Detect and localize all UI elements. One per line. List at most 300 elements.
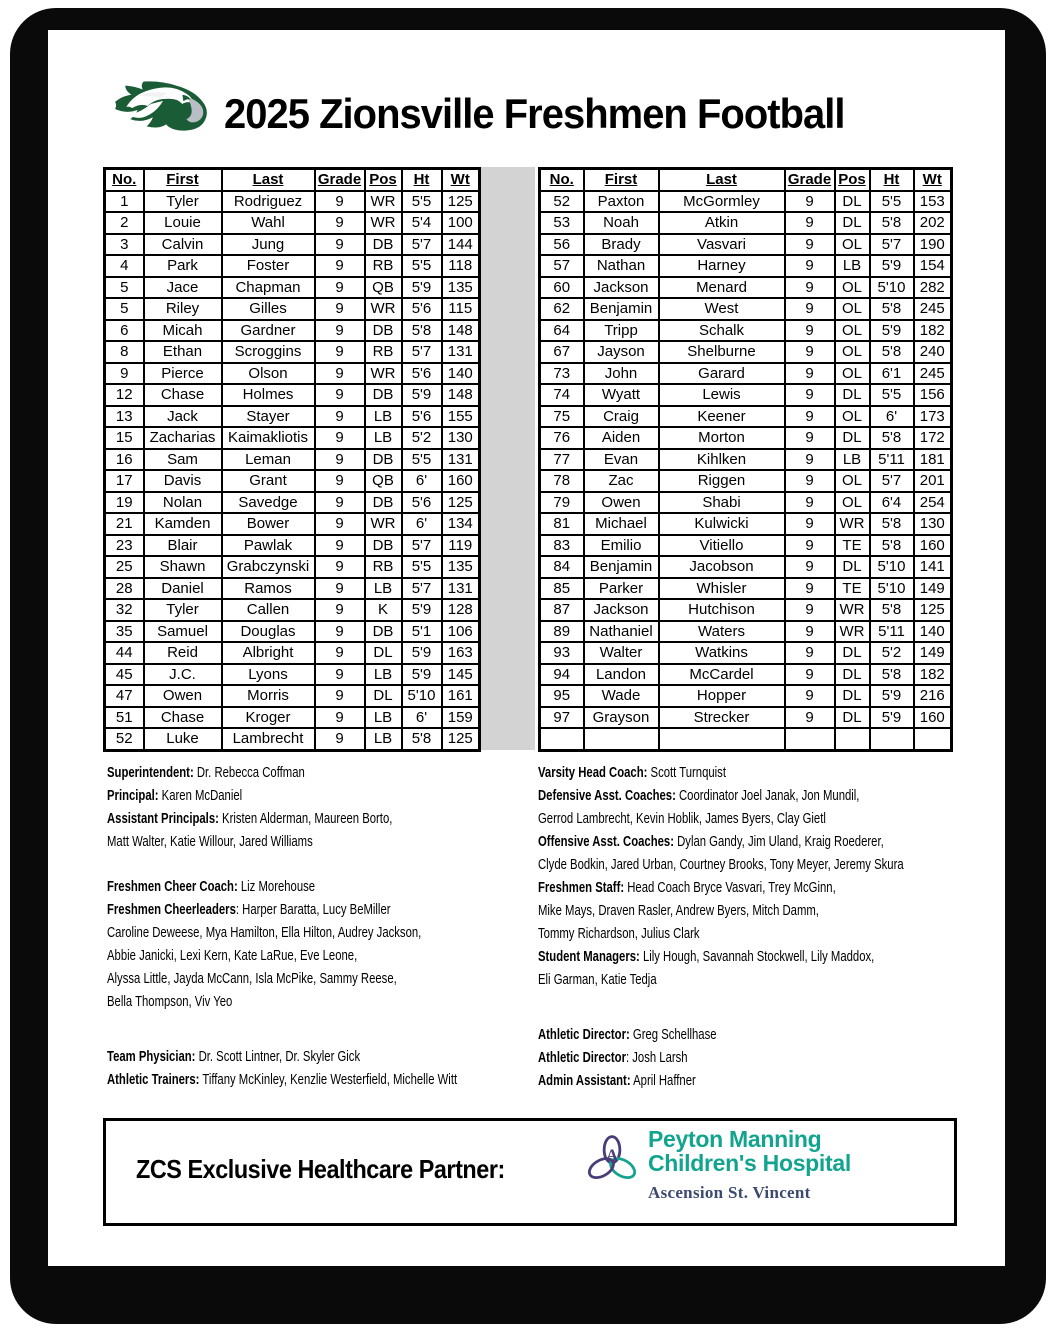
roster-cell: 52: [540, 191, 584, 213]
roster-cell: Reid: [144, 642, 222, 664]
roster-cell: 9: [785, 427, 835, 449]
roster-cell: Callen: [222, 599, 315, 621]
staff-names: Abbie Janicki, Lexi Kern, Kate LaRue, Eve Leone,: [107, 948, 358, 964]
roster-cell: 75: [540, 406, 584, 428]
roster-cell: [870, 728, 914, 750]
roster-cell: [540, 728, 584, 750]
table-header-row: [540, 169, 952, 191]
roster-cell: 9: [315, 535, 365, 557]
roster-cell: 78: [540, 470, 584, 492]
roster-cell: 5'8: [402, 320, 442, 342]
staff-line: [107, 968, 575, 991]
roster-cell: 125: [442, 492, 480, 514]
roster-cell: 6': [402, 707, 442, 729]
ascension-trefoil-icon: [584, 1133, 640, 1191]
roster-cell: Whisler: [659, 578, 785, 600]
roster-cell: 9: [315, 277, 365, 299]
roster-cell: Foster: [222, 255, 315, 277]
roster-cell: Calvin: [144, 234, 222, 256]
roster-cell: 5'5: [402, 556, 442, 578]
roster-cell: 140: [442, 363, 480, 385]
staff-line: [538, 785, 1006, 808]
table-row: [540, 621, 952, 643]
roster-cell: Vitiello: [659, 535, 785, 557]
table-row: [105, 642, 480, 664]
table-row: [540, 535, 952, 557]
table-row: [540, 234, 952, 256]
roster-cell: RB: [365, 556, 402, 578]
roster-cell: 5'5: [402, 191, 442, 213]
roster-cell: 9: [785, 191, 835, 213]
roster-cell: Morton: [659, 427, 785, 449]
roster-cell: DB: [365, 621, 402, 643]
roster-cell: 141: [914, 556, 952, 578]
roster-cell: 9: [785, 535, 835, 557]
staff-gap: [107, 854, 575, 876]
roster-cell: 5'9: [402, 664, 442, 686]
roster-cell: Owen: [144, 685, 222, 707]
staff-names: Tiffany McKinley, Kenzlie Westerfield, Michelle Witt: [199, 1072, 458, 1088]
roster-cell: Tripp: [584, 320, 659, 342]
roster-cell: 9: [315, 556, 365, 578]
staff-names: Karen McDaniel: [158, 788, 243, 804]
staff-names: Dr. Rebecca Coffman: [193, 765, 305, 781]
roster-cell: Gilles: [222, 298, 315, 320]
roster-cell: 160: [914, 707, 952, 729]
table-header-row: [105, 169, 480, 191]
roster-cell: 6: [105, 320, 144, 342]
staff-line: [538, 969, 1006, 992]
roster-cell: Shawn: [144, 556, 222, 578]
table-row: [540, 277, 952, 299]
table-row: [540, 449, 952, 471]
staff-line: [538, 1070, 1006, 1093]
staff-role-label: Principal:: [107, 788, 159, 804]
roster-cell: 52: [105, 728, 144, 750]
roster-cell: LB: [365, 427, 402, 449]
table-row: [540, 707, 952, 729]
roster-cell: DB: [365, 320, 402, 342]
roster-cell: 9: [785, 664, 835, 686]
table-row: [105, 685, 480, 707]
roster-cell: 125: [914, 599, 952, 621]
table-row: [540, 664, 952, 686]
column-header: Ht: [402, 169, 442, 191]
roster-cell: John: [584, 363, 659, 385]
roster-cell: LB: [835, 449, 870, 471]
roster-cell: 81: [540, 513, 584, 535]
staff-names: Lily Hough, Savannah Stockwell, Lily Maddox,: [639, 949, 875, 965]
staff-line: [538, 762, 1006, 785]
table-row: [105, 492, 480, 514]
roster-cell: 47: [105, 685, 144, 707]
roster-cell: 9: [785, 621, 835, 643]
column-header: No.: [540, 169, 584, 191]
roster-cell: Jacobson: [659, 556, 785, 578]
roster-cell: 9: [785, 513, 835, 535]
roster-cell: 9: [785, 277, 835, 299]
column-header: No.: [105, 169, 144, 191]
hospital-subtitle: Ascension St. Vincent: [648, 1183, 811, 1202]
staff-line: [538, 1047, 1006, 1070]
roster-cell: 172: [914, 427, 952, 449]
roster-cell: 35: [105, 621, 144, 643]
partner-label: ZCS Exclusive Healthcare Partner:: [136, 1154, 505, 1184]
table-row: [105, 535, 480, 557]
roster-cell: 5'1: [402, 621, 442, 643]
roster-cell: Davis: [144, 470, 222, 492]
roster-cell: [659, 728, 785, 750]
roster-cell: 140: [914, 621, 952, 643]
column-header: Last: [659, 169, 785, 191]
staff-names: : Harper Baratta, Lucy BeMiller: [235, 902, 391, 918]
roster-cell: LB: [365, 578, 402, 600]
staff-role-label: Superintendent:: [107, 765, 194, 781]
roster-cell: Lyons: [222, 664, 315, 686]
roster-cell: 160: [442, 470, 480, 492]
roster-cell: 21: [105, 513, 144, 535]
table-row: [105, 449, 480, 471]
roster-cell: 5'11: [870, 449, 914, 471]
staff-line: [538, 808, 1006, 831]
roster-cell: 5'8: [870, 427, 914, 449]
roster-cell: [785, 728, 835, 750]
roster-cell: 5'6: [402, 298, 442, 320]
roster-cell: Benjamin: [584, 298, 659, 320]
table-row: [105, 664, 480, 686]
roster-cell: Atkin: [659, 212, 785, 234]
roster-cell: 9: [105, 363, 144, 385]
roster-cell: 56: [540, 234, 584, 256]
roster-cell: 25: [105, 556, 144, 578]
table-row: [105, 621, 480, 643]
roster-cell: 9: [315, 384, 365, 406]
staff-role-label: Team Physician:: [107, 1049, 196, 1065]
roster-cell: Kihlken: [659, 449, 785, 471]
staff-line: [107, 922, 575, 945]
roster-cell: WR: [835, 599, 870, 621]
roster-cell: WR: [835, 621, 870, 643]
roster-cell: Jayson: [584, 341, 659, 363]
roster-cell: 9: [785, 320, 835, 342]
staff-names: Kristen Alderman, Maureen Borto,: [218, 811, 393, 827]
roster-cell: 16: [105, 449, 144, 471]
staff-role-label: Freshmen Staff:: [538, 880, 625, 896]
roster-cell: Kamden: [144, 513, 222, 535]
roster-cell: 6': [402, 513, 442, 535]
staff-line: [107, 991, 575, 1014]
table-row: [105, 191, 480, 213]
roster-cell: 115: [442, 298, 480, 320]
roster-cell: 5'7: [402, 341, 442, 363]
roster-cell: Paxton: [584, 191, 659, 213]
roster-cell: 60: [540, 277, 584, 299]
roster-cell: DL: [835, 642, 870, 664]
roster-cell: Waters: [659, 621, 785, 643]
roster-cell: Chase: [144, 384, 222, 406]
staff-names: Dylan Gandy, Jim Uland, Kraig Roederer,: [673, 834, 884, 850]
roster-cell: 15: [105, 427, 144, 449]
roster-cell: 94: [540, 664, 584, 686]
roster-cell: 149: [914, 578, 952, 600]
roster-cell: Olson: [222, 363, 315, 385]
table-row: [105, 384, 480, 406]
roster-cell: 245: [914, 298, 952, 320]
roster-cell: Stayer: [222, 406, 315, 428]
roster-cell: 5'5: [870, 191, 914, 213]
roster-cell: 8: [105, 341, 144, 363]
roster-cell: Tyler: [144, 191, 222, 213]
roster-cell: 131: [442, 449, 480, 471]
roster-cell: 5'6: [402, 406, 442, 428]
roster-cell: 9: [315, 406, 365, 428]
roster-cell: Nathan: [584, 255, 659, 277]
roster-cell: Brady: [584, 234, 659, 256]
roster-cell: McGormley: [659, 191, 785, 213]
roster-cell: 6'4: [870, 492, 914, 514]
roster-cell: 9: [315, 449, 365, 471]
roster-cell: QB: [365, 470, 402, 492]
roster-cell: 51: [105, 707, 144, 729]
roster-cell: 202: [914, 212, 952, 234]
roster-cell: Holmes: [222, 384, 315, 406]
table-row: [105, 728, 480, 750]
roster-cell: 130: [442, 427, 480, 449]
staff-role-label: Offensive Asst. Coaches:: [538, 834, 674, 850]
roster-cell: 83: [540, 535, 584, 557]
roster-cell: 5'6: [402, 363, 442, 385]
roster-cell: 9: [315, 578, 365, 600]
column-header: Wt: [442, 169, 480, 191]
roster-cell: 5'8: [870, 212, 914, 234]
roster-cell: Schalk: [659, 320, 785, 342]
roster-cell: 5'5: [402, 449, 442, 471]
staff-names: Eli Garman, Katie Tedja: [538, 972, 657, 988]
roster-cell: 144: [442, 234, 480, 256]
roster-cell: 67: [540, 341, 584, 363]
roster-cell: 119: [442, 535, 480, 557]
roster-cell: DL: [365, 642, 402, 664]
staff-role-label: Admin Assistant:: [538, 1073, 631, 1089]
roster-cell: 5'4: [402, 212, 442, 234]
roster-cell: RB: [365, 255, 402, 277]
roster-cell: Evan: [584, 449, 659, 471]
table-row: [540, 212, 952, 234]
roster-cell: Luke: [144, 728, 222, 750]
roster-cell: 9: [785, 707, 835, 729]
table-row: [540, 406, 952, 428]
roster-cell: Lewis: [659, 384, 785, 406]
roster-cell: McCardel: [659, 664, 785, 686]
roster-cell: 5'10: [870, 578, 914, 600]
roster-cell: LB: [835, 255, 870, 277]
roster-cell: 9: [785, 642, 835, 664]
roster-cell: 161: [442, 685, 480, 707]
roster-cell: Walter: [584, 642, 659, 664]
roster-cell: Watkins: [659, 642, 785, 664]
column-header: Grade: [785, 169, 835, 191]
roster-cell: Zacharias: [144, 427, 222, 449]
roster-cell: Riley: [144, 298, 222, 320]
roster-cell: DL: [835, 664, 870, 686]
roster-cell: Keener: [659, 406, 785, 428]
roster-cell: 79: [540, 492, 584, 514]
roster-cell: Grayson: [584, 707, 659, 729]
roster-cell: 5'10: [870, 277, 914, 299]
hospital-name-line2: Children's Hospital: [648, 1150, 851, 1176]
table-row: [540, 578, 952, 600]
roster-cell: DL: [835, 556, 870, 578]
table-row: [540, 191, 952, 213]
roster-cell: Scroggins: [222, 341, 315, 363]
roster-cell: OL: [835, 277, 870, 299]
roster-cell: Tyler: [144, 599, 222, 621]
roster-cell: 9: [315, 470, 365, 492]
roster-cell: 5'11: [870, 621, 914, 643]
staff-role-label: Varsity Head Coach:: [538, 765, 648, 781]
table-row: [540, 599, 952, 621]
staff-list-left: [107, 762, 575, 1092]
roster-cell: Bower: [222, 513, 315, 535]
roster-cell: 4: [105, 255, 144, 277]
roster-cell: WR: [365, 513, 402, 535]
roster-cell: Chase: [144, 707, 222, 729]
staff-line: [107, 1046, 575, 1069]
staff-role-label: Defensive Asst. Coaches:: [538, 788, 676, 804]
page-title: 2025 Zionsville Freshmen Football: [224, 90, 845, 137]
healthcare-partner-banner: [103, 1118, 957, 1226]
staff-names: Scott Turnquist: [647, 765, 726, 781]
table-row: [105, 427, 480, 449]
roster-table-right: [538, 167, 953, 752]
roster-cell: 5'2: [870, 642, 914, 664]
roster-cell: 9: [785, 212, 835, 234]
roster-cell: Menard: [659, 277, 785, 299]
roster-cell: 131: [442, 578, 480, 600]
roster-cell: 89: [540, 621, 584, 643]
column-header: First: [584, 169, 659, 191]
roster-cell: LB: [365, 406, 402, 428]
table-row: [105, 707, 480, 729]
roster-cell: 87: [540, 599, 584, 621]
roster-cell: 5'9: [870, 320, 914, 342]
staff-role-label: Student Managers:: [538, 949, 640, 965]
staff-line: [538, 923, 1006, 946]
roster-cell: 6': [402, 470, 442, 492]
roster-cell: Pierce: [144, 363, 222, 385]
roster-cell: 23: [105, 535, 144, 557]
table-row: [105, 298, 480, 320]
roster-cell: 13: [105, 406, 144, 428]
roster-cell: Wade: [584, 685, 659, 707]
staff-role-label: Athletic Director: [538, 1050, 626, 1066]
staff-line: [538, 854, 1006, 877]
roster-cell: 149: [914, 642, 952, 664]
roster-cell: Shabi: [659, 492, 785, 514]
roster-cell: Shelburne: [659, 341, 785, 363]
roster-cell: 74: [540, 384, 584, 406]
roster-cell: Gardner: [222, 320, 315, 342]
roster-cell: Louie: [144, 212, 222, 234]
staff-line: [107, 762, 575, 785]
roster-cell: 62: [540, 298, 584, 320]
roster-cell: 118: [442, 255, 480, 277]
roster-cell: Riggen: [659, 470, 785, 492]
roster-cell: 216: [914, 685, 952, 707]
roster-cell: 135: [442, 556, 480, 578]
table-row: [105, 556, 480, 578]
table-row: [540, 255, 952, 277]
roster-cell: 163: [442, 642, 480, 664]
roster-cell: OL: [835, 470, 870, 492]
table-row: [540, 492, 952, 514]
staff-line: [107, 899, 575, 922]
roster-cell: DL: [835, 685, 870, 707]
roster-cell: 9: [315, 298, 365, 320]
roster-cell: WR: [835, 513, 870, 535]
staff-role-label: Athletic Trainers:: [107, 1072, 200, 1088]
hospital-name: [648, 1127, 851, 1203]
roster-cell: 5'8: [870, 341, 914, 363]
roster-cell: 45: [105, 664, 144, 686]
staff-names: Head Coach Bryce Vasvari, Trey McGinn,: [624, 880, 836, 896]
roster-cell: Jackson: [584, 599, 659, 621]
roster-cell: 9: [785, 255, 835, 277]
roster-cell: 95: [540, 685, 584, 707]
staff-line: [107, 876, 575, 899]
table-row: [105, 234, 480, 256]
roster-cell: Vasvari: [659, 234, 785, 256]
roster-cell: QB: [365, 277, 402, 299]
roster-cell: 9: [785, 470, 835, 492]
zionsville-eagle-logo: [112, 80, 214, 134]
roster-cell: DL: [365, 685, 402, 707]
roster-cell: 9: [315, 513, 365, 535]
column-header: First: [144, 169, 222, 191]
roster-cell: 5: [105, 298, 144, 320]
roster-cell: Kroger: [222, 707, 315, 729]
roster-cell: Craig: [584, 406, 659, 428]
roster-cell: 240: [914, 341, 952, 363]
page-frame: [10, 8, 1046, 1324]
roster-cell: Grabczynski: [222, 556, 315, 578]
roster-cell: DB: [365, 535, 402, 557]
roster-cell: DB: [365, 234, 402, 256]
roster-cell: DL: [835, 427, 870, 449]
table-row: [105, 578, 480, 600]
roster-cell: 5'9: [870, 685, 914, 707]
roster-cell: 6': [870, 406, 914, 428]
roster-cell: 9: [315, 728, 365, 750]
table-row: [540, 298, 952, 320]
roster-cell: OL: [835, 406, 870, 428]
roster-cell: Hopper: [659, 685, 785, 707]
roster-cell: 12: [105, 384, 144, 406]
roster-cell: Jung: [222, 234, 315, 256]
staff-names: Greg Schellhase: [629, 1027, 717, 1043]
roster-cell: 9: [315, 664, 365, 686]
roster-cell: 9: [785, 234, 835, 256]
roster-cell: 9: [315, 427, 365, 449]
column-header: Grade: [315, 169, 365, 191]
roster-cell: 5'2: [402, 427, 442, 449]
roster-cell: Jackson: [584, 277, 659, 299]
svg-text:A: A: [606, 1145, 618, 1165]
roster-cell: DL: [835, 212, 870, 234]
staff-line: [107, 785, 575, 808]
table-row: [540, 384, 952, 406]
roster-cell: 9: [785, 599, 835, 621]
